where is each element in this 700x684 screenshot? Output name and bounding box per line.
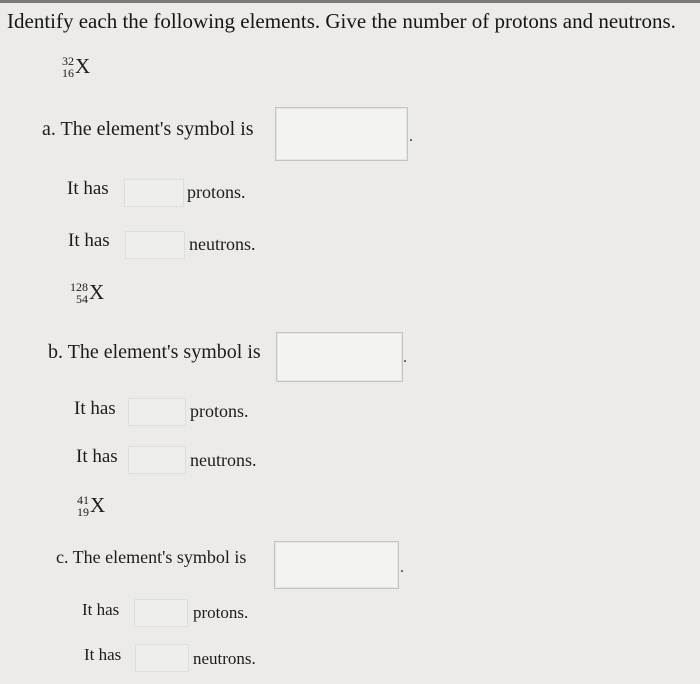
symbol-prompt: b. The element's symbol is [48, 341, 261, 363]
protons-label: protons. [187, 182, 246, 202]
neutrons-row-c [84, 645, 121, 665]
protons-row-c [82, 600, 119, 620]
period: . [403, 349, 407, 366]
element-placeholder-symbol: X [75, 54, 91, 78]
symbol-input-a[interactable] [275, 107, 408, 161]
protons-input-a[interactable] [124, 179, 184, 207]
mass-number: 32 [62, 53, 74, 68]
neutrons-label: neutrons. [189, 234, 256, 254]
symbol-prompt: a. The element's symbol is [42, 118, 254, 140]
neutrons-input-c[interactable] [135, 644, 189, 672]
period: . [400, 559, 404, 576]
protons-label: protons. [193, 603, 249, 622]
it-has-label: It has [84, 645, 122, 664]
protons-label: protons. [190, 401, 249, 421]
period: . [409, 128, 413, 145]
symbol-question-a [42, 118, 254, 141]
top-border [0, 0, 700, 3]
nuclide-notation-a [62, 54, 90, 79]
protons-row-a [67, 178, 109, 200]
protons-row-b [74, 398, 116, 420]
mass-number: 41 [77, 492, 89, 507]
protons-input-b[interactable] [128, 398, 186, 426]
neutrons-row-b [76, 446, 118, 468]
mass-number: 128 [70, 279, 88, 294]
symbol-input-c[interactable] [274, 541, 399, 589]
it-has-label: It has [68, 230, 110, 251]
protons-input-c[interactable] [134, 599, 188, 627]
symbol-question-b [48, 341, 261, 364]
symbol-prompt: c. The element's symbol is [56, 547, 247, 567]
nuclide-notation-c [77, 493, 105, 518]
neutrons-label: neutrons. [190, 450, 257, 470]
it-has-label: It has [74, 398, 116, 419]
atomic-number: 16 [62, 65, 74, 80]
element-placeholder-symbol: X [89, 280, 105, 304]
nuclide-notation-b [70, 280, 104, 305]
element-placeholder-symbol: X [90, 493, 106, 517]
atomic-number: 54 [76, 291, 88, 306]
symbol-input-b[interactable] [276, 332, 403, 382]
question-title: Identify each the following elements. Give the number of protons and neutrons. [7, 9, 676, 33]
it-has-label: It has [67, 178, 109, 199]
neutrons-label: neutrons. [193, 649, 256, 668]
neutrons-input-a[interactable] [125, 231, 185, 259]
symbol-question-c [56, 547, 246, 568]
neutrons-row-a [68, 230, 110, 252]
neutrons-input-b[interactable] [128, 446, 186, 474]
it-has-label: It has [76, 446, 118, 467]
it-has-label: It has [82, 600, 120, 619]
atomic-number: 19 [77, 504, 89, 519]
